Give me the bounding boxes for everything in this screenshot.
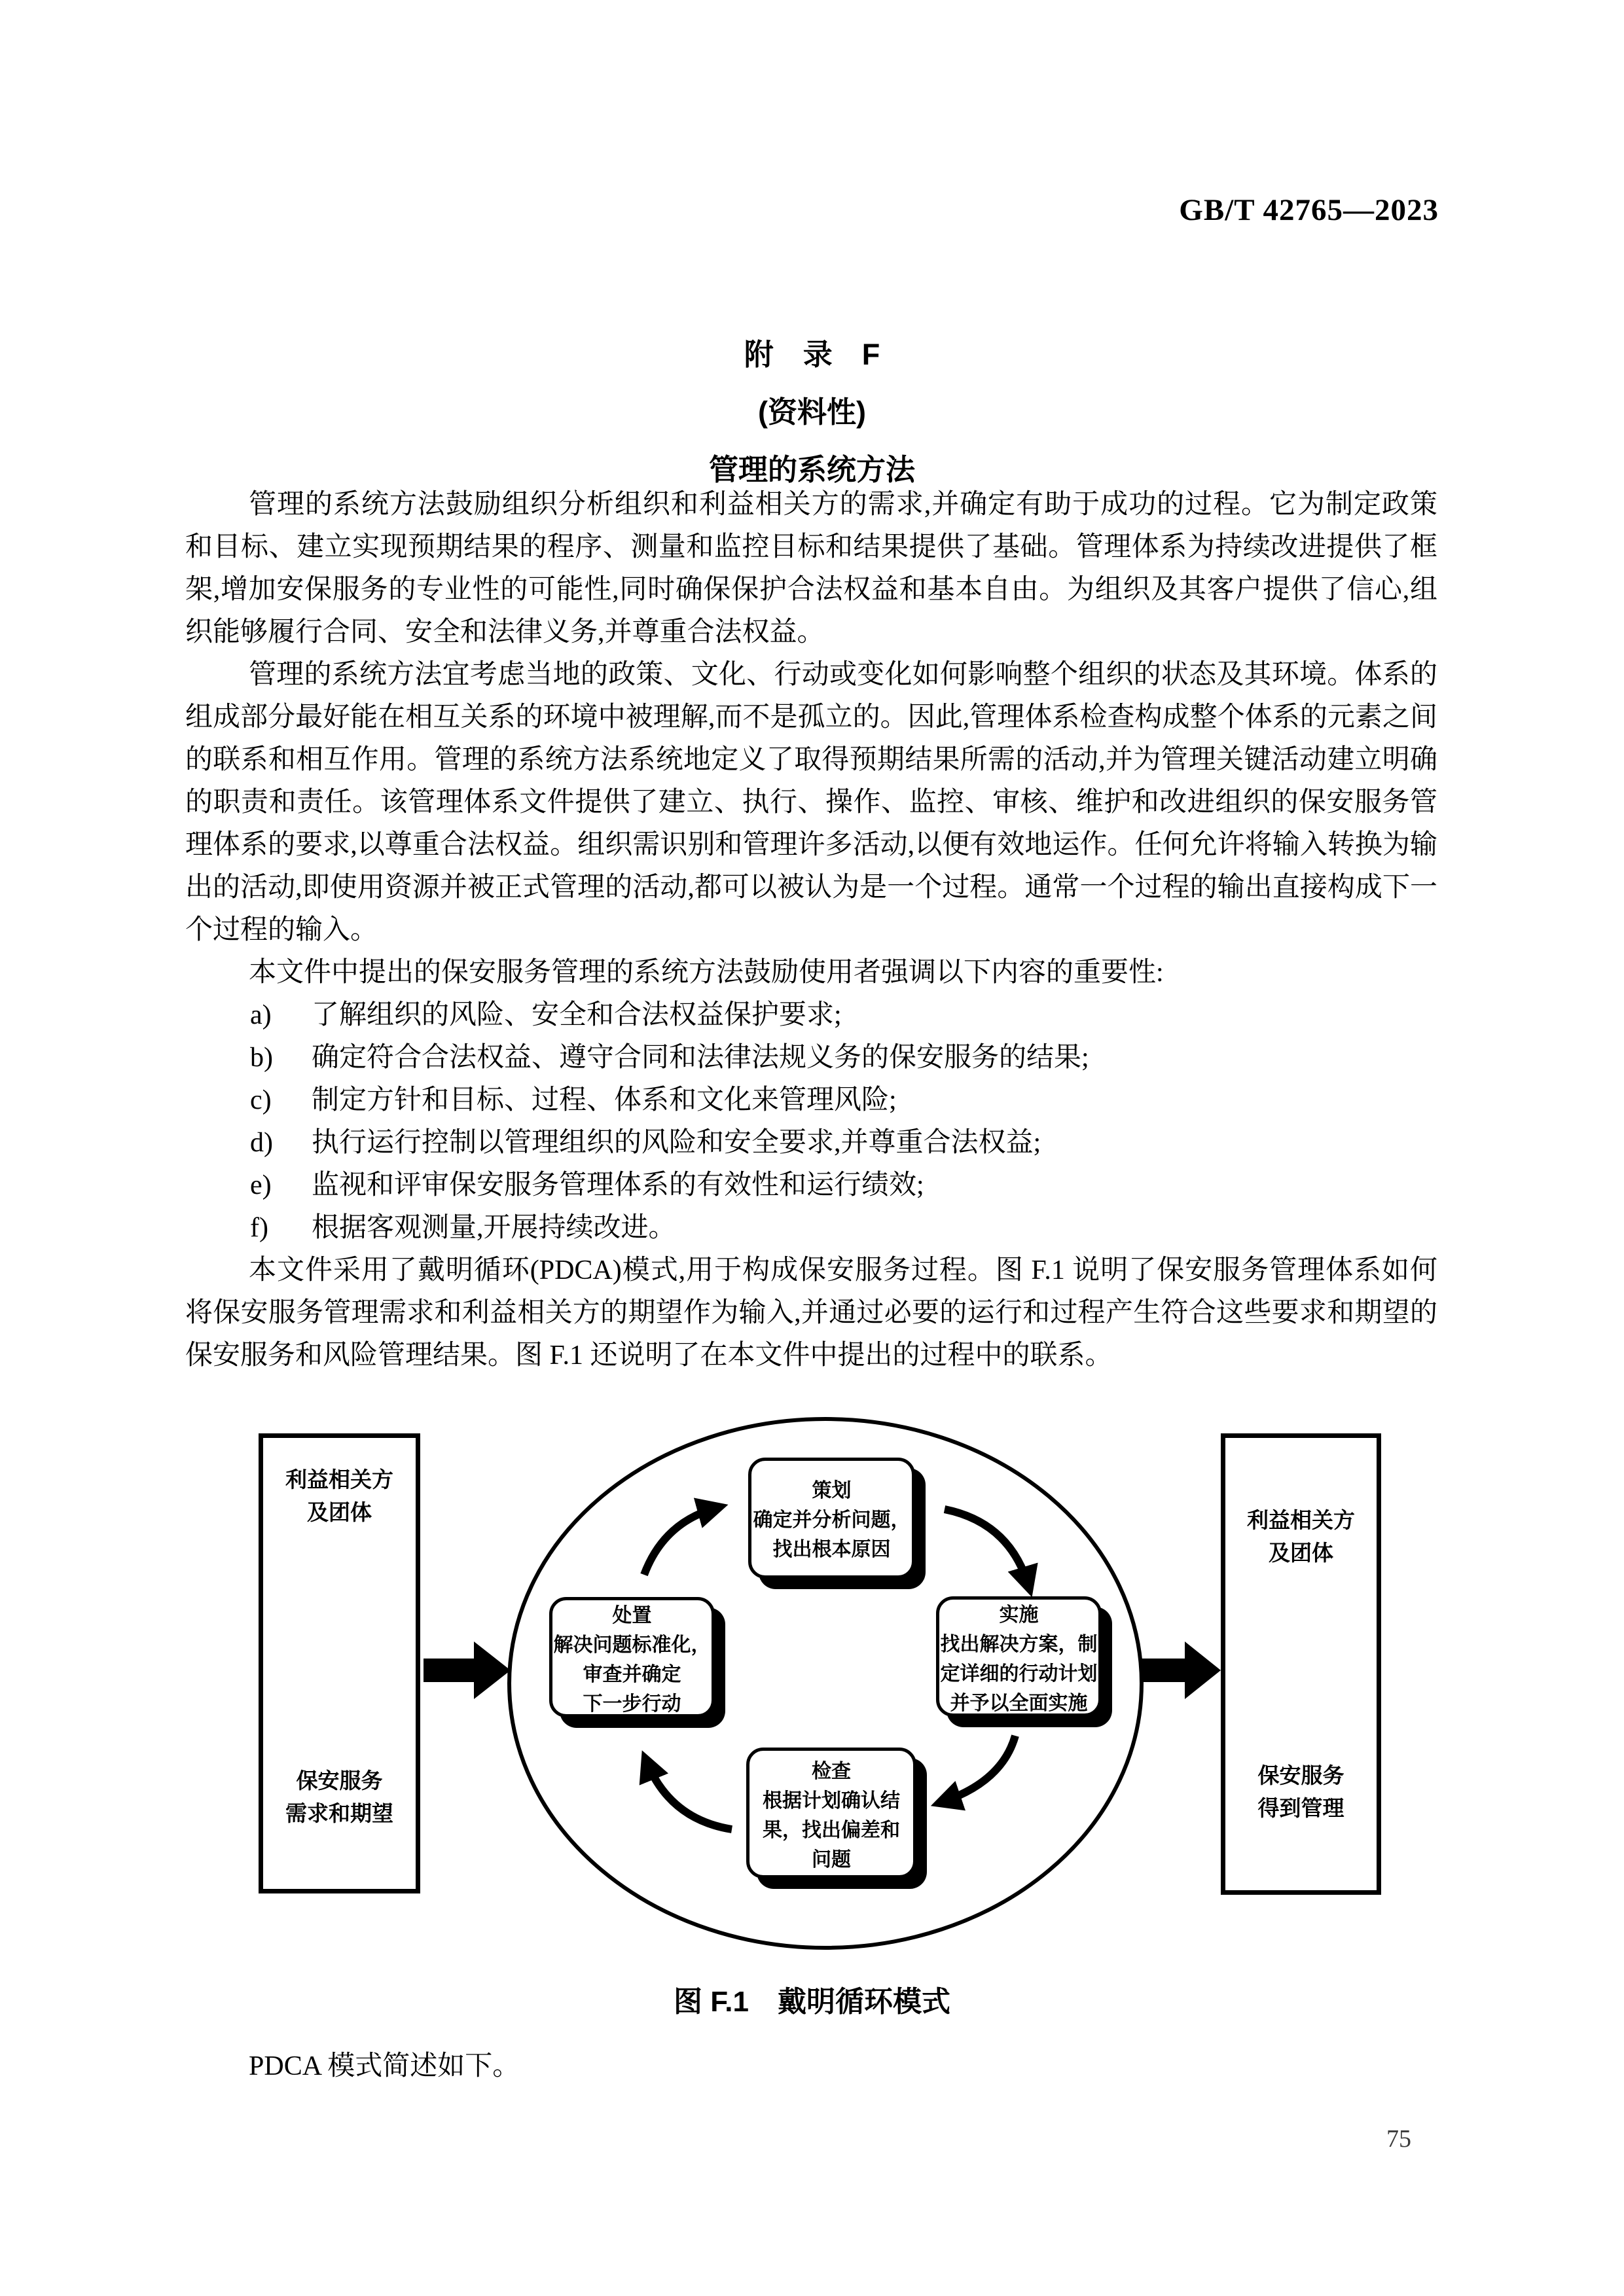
list-marker: b): [250, 1043, 273, 1073]
output-arrow-icon: [1142, 1641, 1221, 1699]
list-marker: f): [250, 1213, 268, 1243]
list-marker: e): [250, 1170, 272, 1200]
paragraph-4: 本文件采用了戴明循环(PDCA)模式,用于构成保安服务过程。图 F.1 说明了保安服务管理体系如何将保安服务管理需求和利益相关方的期望作为输入,并通过必要的运行和过程产生符合这些要求和期望的保安服务和风险管理结果。图 F.1 还说明了在本文件中提出的过程中的联系。: [185, 1255, 1437, 1371]
node-check: 检查 根据计划确认结 果，找出偏差和 问题: [746, 1748, 916, 1878]
list-text: 根据客观测量,开展持续改进。: [312, 1213, 676, 1243]
node-act: 处置 解决问题标准化， 审查并确定 下一步行动: [549, 1597, 715, 1717]
input-box-top-label: 利益相关方 及团体: [285, 1469, 393, 1525]
paragraph-5: PDCA 模式简述如下。: [249, 2051, 520, 2081]
appendix-name: 管理的系统方法: [708, 453, 915, 486]
node-do: 实施 找出解决方案，制 定详细的行动计划 并予以全面实施: [936, 1596, 1102, 1717]
list-item-f: [185, 1207, 1437, 1249]
appendix-informative-label: (资料性): [758, 395, 866, 429]
output-box-top-label: 利益相关方 及团体: [1247, 1509, 1355, 1566]
appendix-heading: 附 录 F: [744, 338, 880, 371]
list-item-b: [185, 1037, 1437, 1079]
list-text: 执行运行控制以管理组织的风险和安全要求,并尊重合法权益;: [312, 1128, 1041, 1158]
input-box-bottom-label: 保安服务 需求和期望: [285, 1770, 393, 1826]
output-box-bottom-label: 保安服务 得到管理: [1257, 1765, 1344, 1821]
list-text: 制定方针和目标、过程、体系和文化来管理风险;: [312, 1085, 897, 1115]
list-marker: d): [250, 1128, 273, 1158]
paragraph-2: 管理的系统方法宜考虑当地的政策、文化、行动或变化如何影响整个组织的状态及其环境。体系的组成部分最好能在相互关系的环境中被理解,而不是孤立的。因此,管理体系检查构成整个体系的元素之间的联系和相互作用。管理的系统方法系统地定义了取得预期结果所需的活动,并为管理关键活动建立明确的职责和责任。该管理体系文件提供了建立、执行、操作、监控、审核、维护和改进组织的保安服务管理体系的要求,以尊重合法权益。组织需识别和管理许多活动,以便有效地运作。任何允许将输入转换为输出的活动,即使用资源并被正式管理的活动,都可以被认为是一个过程。通常一个过程的输出直接构成下一个过程的输入。: [185, 660, 1437, 945]
requirements-list: [185, 994, 1437, 1249]
standard-number: GB/T 42765—2023: [1179, 193, 1439, 227]
arrow-plan-to-do-icon: [945, 1509, 1028, 1585]
figure-deming-cycle: [229, 1401, 1407, 1964]
list-marker: a): [250, 1000, 272, 1030]
input-arrow-icon: [424, 1641, 511, 1699]
body-text: [185, 484, 1437, 1377]
list-item-d: [185, 1122, 1437, 1164]
node-plan: 策划 确定并分析问题， 找出根本原因: [748, 1458, 915, 1579]
list-text: 了解组织的风险、安全和合法权益保护要求;: [312, 1000, 842, 1030]
list-item-c: [185, 1079, 1437, 1122]
paragraph-1: 管理的系统方法鼓励组织分析组织和利益相关方的需求,并确定有助于成功的过程。它为制定政策和目标、建立实现预期结果的程序、测量和监控目标和结果提供了基础。管理体系为持续改进提供了框架,增加安保服务的专业性的可能性,同时确保保护合法权益和基本自由。为组织及其客户提供了信心,组织能够履行合同、安全和法律义务,并尊重合法权益。: [185, 490, 1437, 647]
stakeholders-output-box: [1221, 1433, 1381, 1895]
list-item-a: [185, 994, 1437, 1037]
list-text: 确定符合合法权益、遵守合同和法律法规义务的保安服务的结果;: [312, 1043, 1089, 1073]
list-item-e: [185, 1164, 1437, 1207]
appendix-title-block: [0, 326, 1624, 499]
arrow-act-to-plan-icon: [644, 1508, 716, 1575]
arrow-do-to-check-icon: [943, 1736, 1015, 1802]
page-number: 75: [1386, 2125, 1411, 2153]
figure-caption: 图 F.1 戴明循环模式: [674, 1986, 950, 2018]
arrow-check-to-act-icon: [647, 1762, 732, 1829]
list-text: 监视和评审保安服务管理体系的有效性和运行绩效;: [312, 1170, 924, 1200]
list-marker: c): [250, 1085, 272, 1115]
paragraph-3: 本文件中提出的保安服务管理的系统方法鼓励使用者强调以下内容的重要性:: [249, 958, 1164, 988]
stakeholders-input-box: [259, 1433, 420, 1893]
